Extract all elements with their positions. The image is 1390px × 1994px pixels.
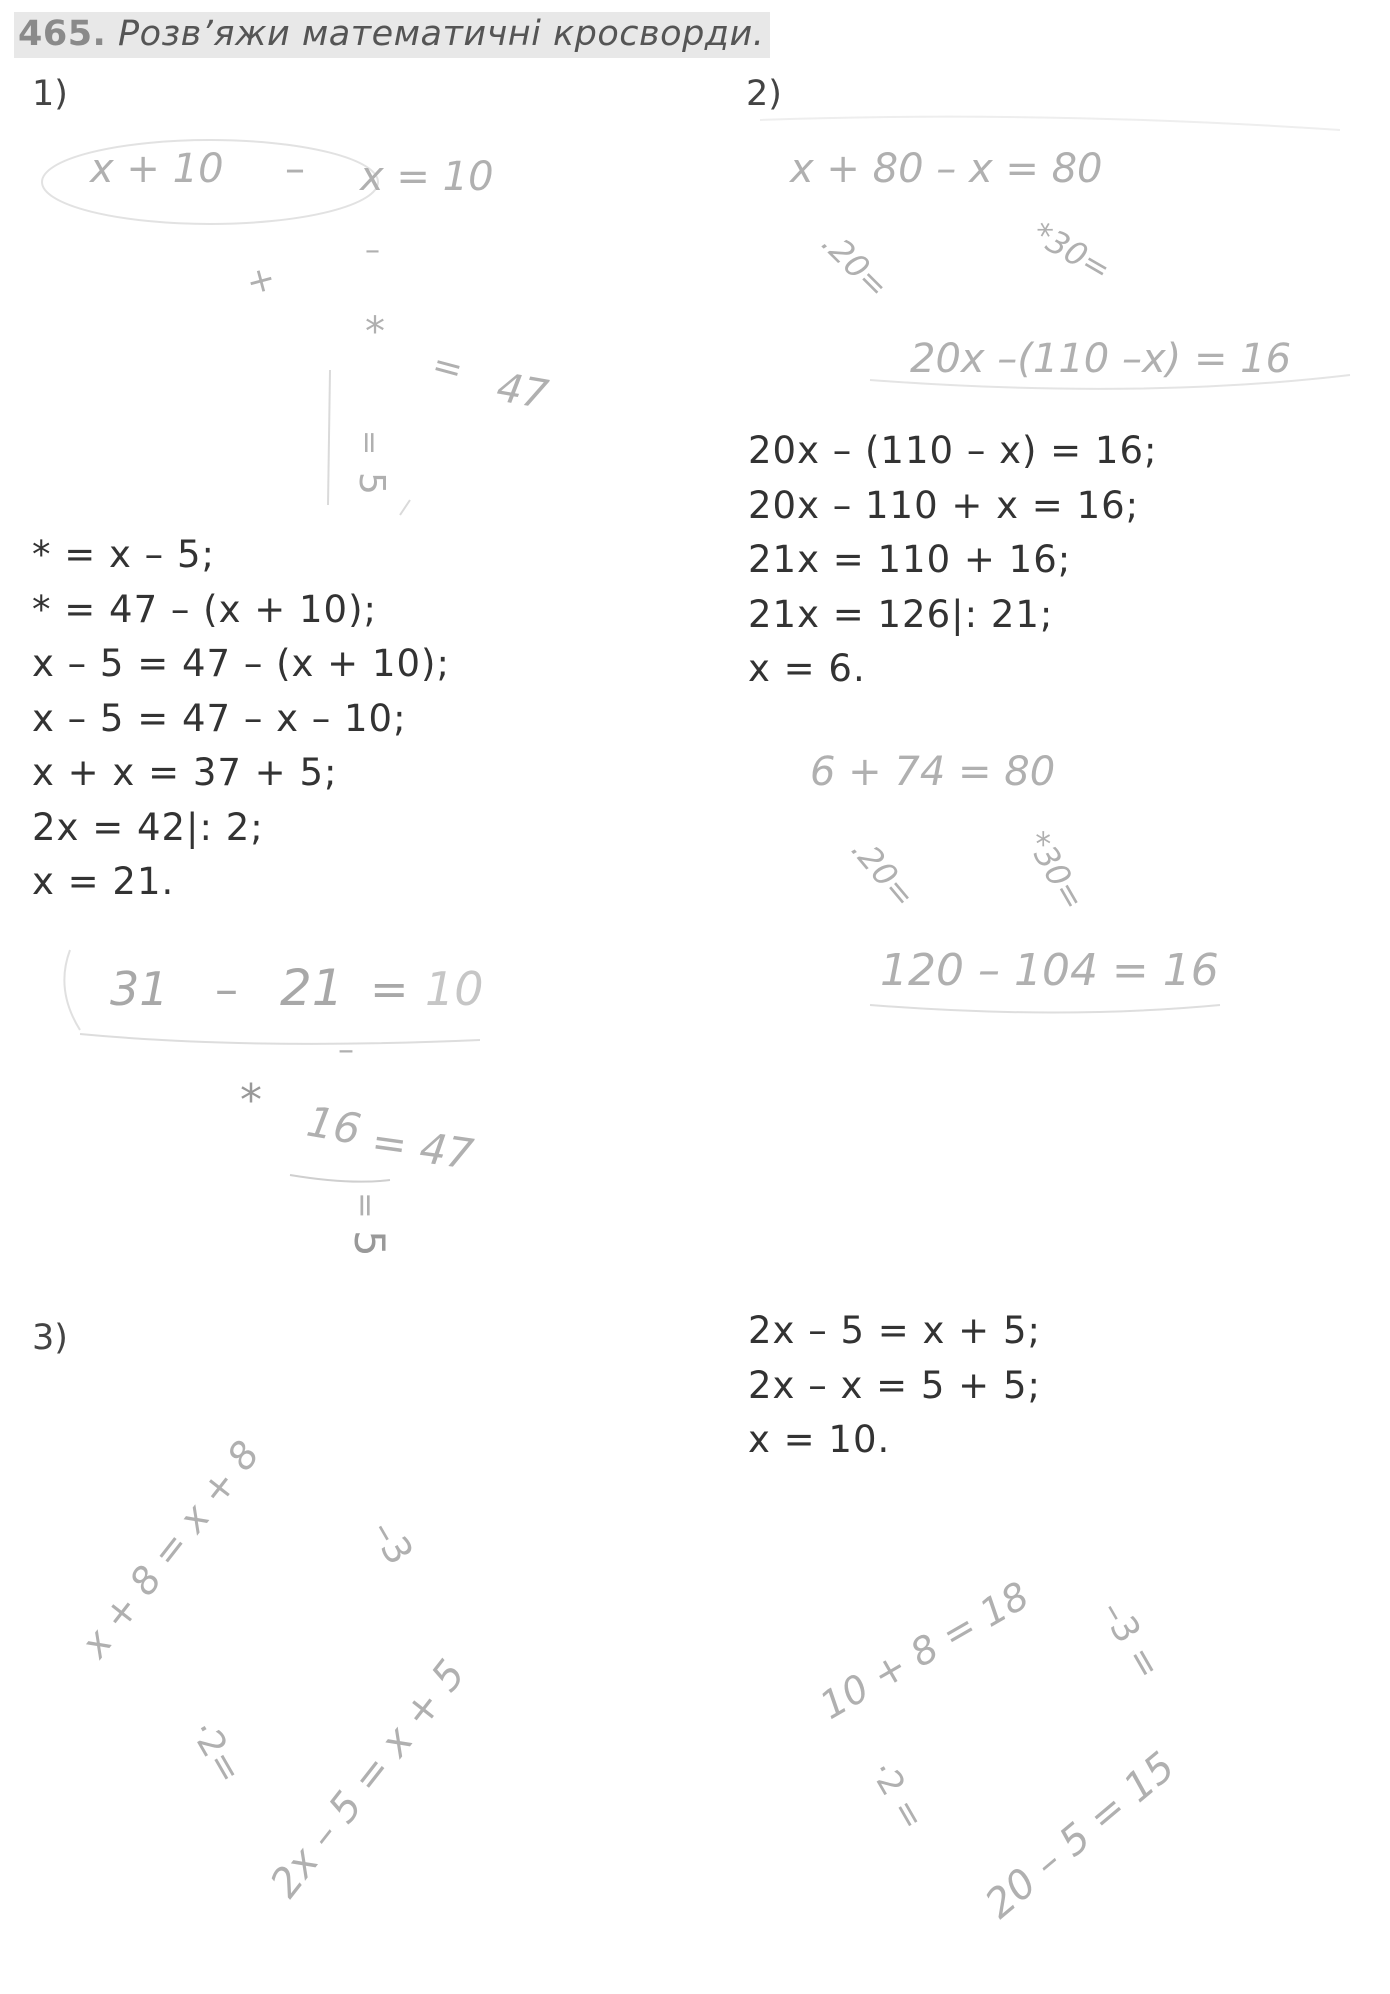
sketch-text: – bbox=[365, 233, 380, 268]
sketch-text: 16 bbox=[303, 1096, 365, 1155]
sketch-text: * bbox=[365, 309, 385, 355]
sketch-text: x + 10 bbox=[90, 146, 224, 192]
sketch-text: 10 bbox=[425, 962, 484, 1016]
sketch-text: = 47 bbox=[368, 1116, 477, 1180]
sketch-text: .20= bbox=[814, 223, 897, 306]
sketch-text: = bbox=[370, 962, 409, 1016]
solution-line: 2x – x = 5 + 5; bbox=[748, 1363, 1041, 1407]
sketch-text: –3 = bbox=[1092, 1594, 1169, 1686]
solution-line: x – 5 = 47 – (x + 10); bbox=[32, 642, 450, 685]
solution-line: * = x – 5; bbox=[32, 533, 215, 576]
section-1-label: 1) bbox=[32, 74, 68, 114]
sketch-text: *30= bbox=[1026, 214, 1118, 289]
sketch-text: – bbox=[285, 146, 305, 192]
sketch-text: 20x –(110 –x) = 16 bbox=[910, 336, 1292, 382]
solution-line: 20x – (110 – x) = 16; bbox=[748, 429, 1158, 472]
sketch-text: 6 + 74 = 80 bbox=[810, 749, 1056, 795]
sketch-text: 2x – 5 = x + 5 bbox=[261, 1651, 475, 1907]
sketch-text: = bbox=[347, 1192, 385, 1219]
sketch-text: *30= bbox=[1018, 825, 1093, 917]
sketch-text: 47 bbox=[493, 364, 552, 419]
sketch-text: 5 bbox=[351, 472, 392, 495]
sketch-text: 120 – 104 = 16 bbox=[880, 945, 1219, 996]
sketch-text: 31 bbox=[110, 962, 169, 1016]
solution-line: 2x = 42|: 2; bbox=[32, 805, 264, 849]
sketch-text: x + 80 – x = 80 bbox=[790, 146, 1103, 192]
section-3-sketch-left bbox=[40, 1360, 600, 1960]
solution-line: x = 6. bbox=[748, 647, 866, 690]
solution-line: 20x – 110 + x = 16; bbox=[748, 483, 1140, 527]
section-2-sketch-bottom bbox=[760, 720, 1360, 1020]
sketch-text: .20= bbox=[843, 830, 923, 915]
section-3-sketch-right bbox=[760, 1480, 1360, 1980]
solution-line: * = 47 – (x + 10); bbox=[32, 587, 377, 631]
sketch-text: 5 bbox=[345, 1230, 394, 1257]
exercise-title bbox=[14, 12, 770, 58]
solution-line: 21x = 126|: 21; bbox=[748, 592, 1054, 636]
section-2-label: 2) bbox=[746, 74, 782, 114]
sketch-text: x = 10 bbox=[360, 154, 494, 200]
sketch-text: = bbox=[352, 430, 387, 456]
solution-line: x – 5 = 47 – x – 10; bbox=[32, 696, 407, 740]
section-3-label: 3) bbox=[32, 1318, 68, 1358]
solution-line: x = 21. bbox=[32, 860, 175, 903]
sketch-text: * bbox=[240, 1075, 262, 1126]
sketch-text: ·2 = bbox=[862, 1754, 933, 1837]
sketch-text: x + 8 = x + 8 bbox=[72, 1432, 268, 1666]
sketch-text: 10 + 8 = 18 bbox=[812, 1573, 1037, 1728]
section-3-solution bbox=[748, 1304, 1041, 1468]
sketch-text: – bbox=[215, 962, 238, 1016]
solution-line: 21x = 110 + 16; bbox=[748, 538, 1072, 581]
solution-line: 2x – 5 = x + 5; bbox=[748, 1309, 1041, 1352]
sketch-text: 21 bbox=[280, 959, 344, 1017]
sketch-text: ·2= bbox=[182, 1714, 250, 1791]
section-1-solution bbox=[32, 528, 450, 910]
exercise-instruction: Розв’яжи математичні кросворди. bbox=[118, 14, 765, 54]
section-1-sketch-bottom bbox=[50, 930, 570, 1290]
section-1-sketch-top bbox=[40, 110, 600, 520]
sketch-text: – bbox=[338, 1030, 354, 1068]
sketch-text: 20 – 5 = 15 bbox=[976, 1743, 1184, 1928]
solution-line: x + x = 37 + 5; bbox=[32, 751, 338, 794]
sketch-text: + bbox=[241, 257, 280, 304]
section-2-solution bbox=[748, 424, 1157, 697]
sketch-text: = bbox=[427, 344, 468, 392]
exercise-number: 465. bbox=[18, 14, 107, 54]
solution-line: x = 10. bbox=[748, 1418, 891, 1461]
sketch-text: –3 bbox=[362, 1512, 422, 1572]
section-2-sketch-top bbox=[740, 110, 1360, 400]
